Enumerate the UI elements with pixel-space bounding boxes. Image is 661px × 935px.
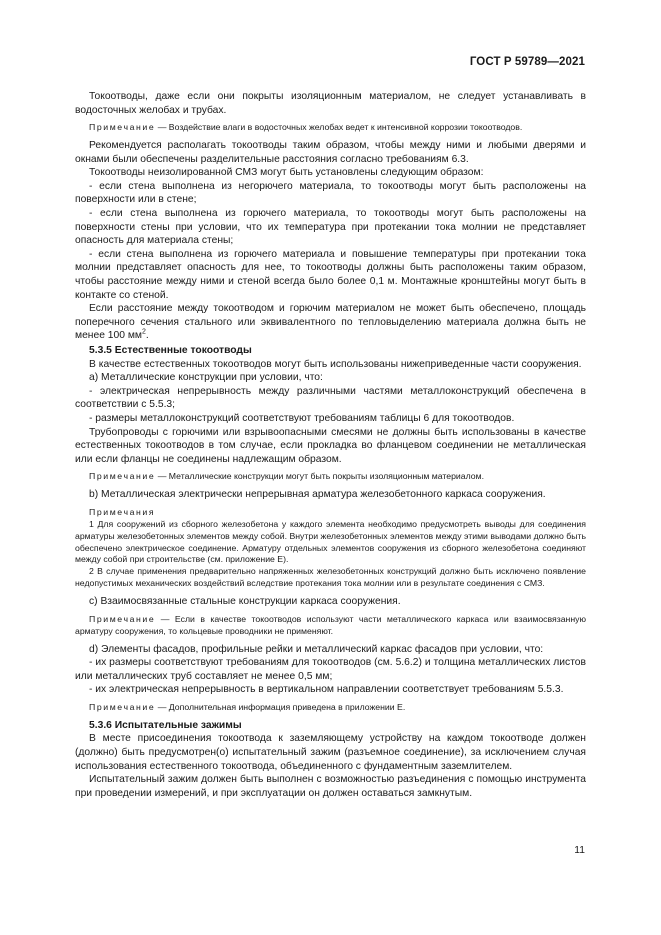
note-label: Примечание [89,613,156,624]
list-item: - если стена выполнена из негорючего материала, то токоотводы могут быть расположены на поверхности или в стене; [75,180,586,206]
section-heading-5-3-5: 5.3.5 Естественные токоотводы [89,345,252,356]
list-item: c) Взаимосвязанные стальные конструкции каркаса сооружения. [89,596,401,608]
list-item: - если стена выполнена из горючего материала и повышение температуры при протекании тока молнии представляет опасность для нее, то токоотводы должны быть расположены таким образом, чтобы расстояние между ними и стеной всегда было более 0,1 м. Монтажные кронштейны могут быть в контакте со стеной. [75,248,586,301]
list-item: b) Металлическая электрически непрерывная арматура железобетонного каркаса сооружения. [89,489,546,501]
note [75,702,586,714]
page-body [75,90,586,800]
list-item: а) Металлические конструкции при условии, что: [89,372,323,384]
list-item: - их электрическая непрерывность в вертикальном направлении соответствует требованиям 5.5.3. [89,684,564,696]
notes-title: Примечания [89,506,156,517]
section-heading-5-3-6: 5.3.6 Испытательные зажимы [89,719,242,731]
paragraph [75,302,586,343]
paragraph: Трубопроводы с горючими или взрывоопасными смесями не должны быть использованы в качестве естественных токоотводов в том случае, если прокладка во фланцевом соединении не металлическая или если фланцы не соединены надлежащим образом. [75,426,586,465]
note-item: 2 В случае применения предварительно напряженных железобетонных конструкций должно быть исключено появление недопустимых механических воздействий вследствие протекания тока молнии или в результате соединения с СМЗ. [75,566,586,589]
paragraph-text: Если расстояние между токоотводом и горючим материалом не может быть обеспечено, площадь поперечного сечения стального или эквивалентного по тепловыделению материала должна быть не менее 100 мм [75,303,586,342]
note-text: — Воздействие влаги в водосточных желобах ведет к интенсивной коррозии токоотводов. [155,122,523,133]
paragraph: В месте присоединения токоотвода к заземляющему устройству на каждом токоотводе должен (должно) быть предусмотрен(о) испытательный зажим (разъемное соединение), за исключением случая использования естественного токоотвода, объединенного с фундаментным заземлителем. [75,733,586,772]
paragraph: В качестве естественных токоотводов могут быть использованы нижеприведенные части сооружения. [89,358,582,370]
list-item: - размеры металлоконструкций соответствуют требованиям таблицы 6 для токоотводов. [89,412,515,424]
note-text: — Металлические конструкции могут быть покрыты изоляционным материалом. [155,471,484,482]
note-text: — Дополнительная информация приведена в приложении Е. [155,701,406,712]
note [75,614,586,638]
paragraph: Токоотводы, даже если они покрыты изоляционным материалом, не следует устанавливать в водосточных желобах и трубах. [75,91,586,116]
note [75,471,586,483]
list-item: - их размеры соответствуют требованиям для токоотводов (см. 5.6.2) и толщина металлических листов или металлических труб составляет не менее 0,5 мм; [75,657,586,682]
paragraph: Рекомендуется располагать токоотводы таким образом, чтобы между ними и любыми дверями и окнами были обеспечены разделительные расстояния согласно требованиям 6.3. [75,140,586,165]
list-item: - электрическая непрерывность между различными частями металлоконструкций обеспечена в соответствии с 5.5.3; [75,385,586,411]
note-item: 1 Для сооружений из сборного железобетона у каждого элемента необходимо предусмотреть выводы для соединения арматуры железобетонных элементов между собой. Внутри железобетонных элементов между этими выводами должно быть обеспечено электрическое соединение. Арматуру отдельных элементов сооружения из сборного железобетона соединяют между собой при строительстве (см. приложение Е). [75,518,586,565]
document-code-header: ГОСТ Р 59789—2021 [469,56,585,68]
note-text: — Если в качестве токоотводов используют части металлического каркаса или взаимосвязанную арматуру сооружения, то кольцевые проводники не применяют. [75,613,586,636]
note-label: Примечание [89,701,156,712]
superscript: 2 [142,328,146,336]
paragraph: Испытательный зажим должен быть выполнен с возможностью разъединения с помощью инструмента при проведении измерений, и при эксплуатации он должен оставаться замкнутым. [75,774,586,799]
note [75,122,586,134]
list-item: - если стена выполнена из горючего материала, то токоотводы могут быть расположены на поверхности стены при условии, что их температура при протекании тока молнии не представляет опасность для материала стены; [75,208,586,247]
note-label: Примечание [89,122,156,133]
page-number: 11 [574,845,585,856]
paragraph: Токоотводы неизолированной СМЗ могут быть установлены следующим образом: [89,167,484,179]
paragraph-end: . [145,330,149,342]
list-item: d) Элементы фасадов, профильные рейки и металлический каркас фасадов при условии, что: [89,643,544,655]
note-label: Примечание [89,471,156,482]
